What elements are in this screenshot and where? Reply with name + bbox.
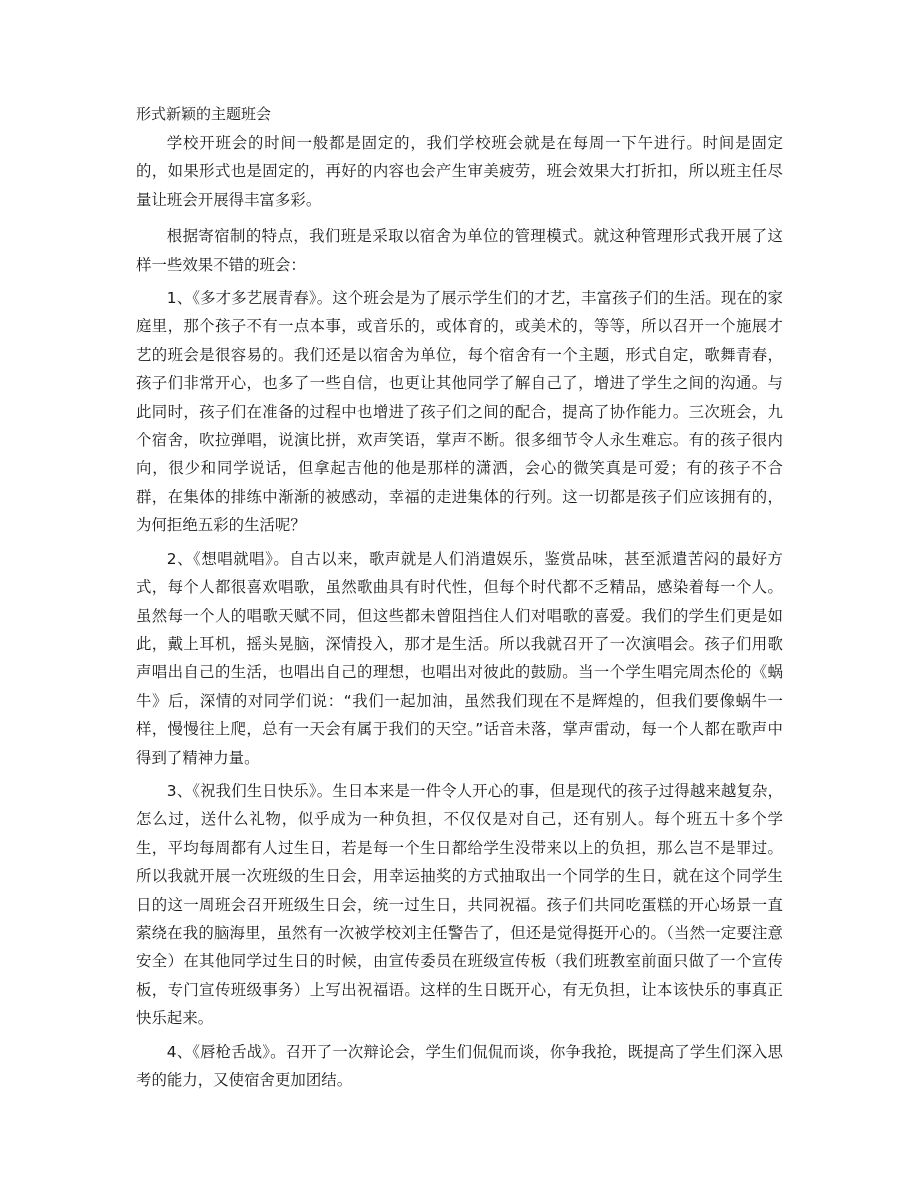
paragraph-item-3: 3、《祝我们生日快乐》。生日本来是一件令人开心的事，但是现代的孩子过得越来越复杂，怎么过，送什么礼物，似乎成为一种负担，不仅仅是对自己，还有别人。每个班五十多个学生，平均每周都有人过生日，若是每一个生日都给学生没带来以上的负担，那么岂不是罪过。所以我就开展一次班级的生日会，用幸运抽奖的方式抽取出一个同学的生日，就在这个同学生日的这一周班会召开班级生日会，统一过生日，共同祝福。孩子们共同吃蛋糕的开心场景一直萦绕在我的脑海里，虽然有一次被学校刘主任警告了，但还是觉得挺开心的。（当然一定要注意安全）在其他同学过生日的时候，由宣传委员在班级宣传板（我们班教室前面只做了一个宣传板，专门宣传班级事务）上写出祝福语。这样的生日既开心，有无负担，让本该快乐的事真正快乐起来。 <box>136 781 783 1028</box>
paragraph-management-mode: 根据寄宿制的特点，我们班是采取以宿舍为单位的管理模式。就这种管理形式我开展了这样一些效果不错的班会： <box>136 227 783 274</box>
document-body <box>136 101 783 1099</box>
paragraph-item-4: 4、《唇枪舌战》。召开了一次辩论会，学生们侃侃而谈，你争我抢，既提高了学生们深入思考的能力，又使宿舍更加团结。 <box>136 1042 783 1089</box>
paragraph-intro: 学校开班会的时间一般都是固定的，我们学校班会就是在每周一下午进行。时间是固定的，如果形式也是固定的，再好的内容也会产生审美疲劳，班会效果大打折扣，所以班主任尽量让班会开展得丰富多彩。 <box>136 134 783 209</box>
document-title: 形式新颖的主题班会 <box>136 105 272 123</box>
paragraph-item-2: 2、《想唱就唱》。自古以来，歌声就是人们消遣娱乐，鉴赏品味，甚至派遣苦闷的最好方式，每个人都很喜欢唱歌，虽然歌曲具有时代性，但每个时代都不乏精品，感染着每一个人。虽然每一个人的唱歌天赋不同，但这些都未曾阻挡住人们对唱歌的喜爱。我们的学生们更是如此，戴上耳机，摇头晃脑，深情投入，那才是生活。所以我就召开了一次演唱会。孩子们用歌声唱出自己的生活，也唱出自己的理想，也唱出对彼此的鼓励。当一个学生唱完周杰伦的《蜗牛》后，深情的对同学们说：“我们一起加油，虽然我们现在不是辉煌的，但我们要像蜗牛一样，慢慢往上爬，总有一天会有属于我们的天空。”话音未落，掌声雷动，每一个人都在歌声中得到了精神力量。 <box>136 549 783 767</box>
paragraph-item-1: 1、《多才多艺展青春》。这个班会是为了展示学生们的才艺，丰富孩子们的生活。现在的家庭里，那个孩子不有一点本事，或音乐的，或体育的，或美术的，等等，所以召开一个施展才艺的班会是很容易的。我们还是以宿舍为单位，每个宿舍有一个主题，形式自定，歌舞青春，孩子们非常开心，也多了一些自信，也更让其他同学了解自己了，增进了学生之间的沟通。与此同时，孩子们在准备的过程中也增进了孩子们之间的配合，提高了协作能力。三次班会，九个宿舍，吹拉弹唱，说演比拼，欢声笑语，掌声不断。很多细节令人永生难忘。有的孩子很内向，很少和同学说话，但拿起吉他的他是那样的潇洒，会心的微笑真是可爱；有的孩子不合群，在集体的排练中渐渐的被感动，幸福的走进集体的行列。这一切都是孩子们应该拥有的，为何拒绝五彩的生活呢？ <box>136 289 783 535</box>
